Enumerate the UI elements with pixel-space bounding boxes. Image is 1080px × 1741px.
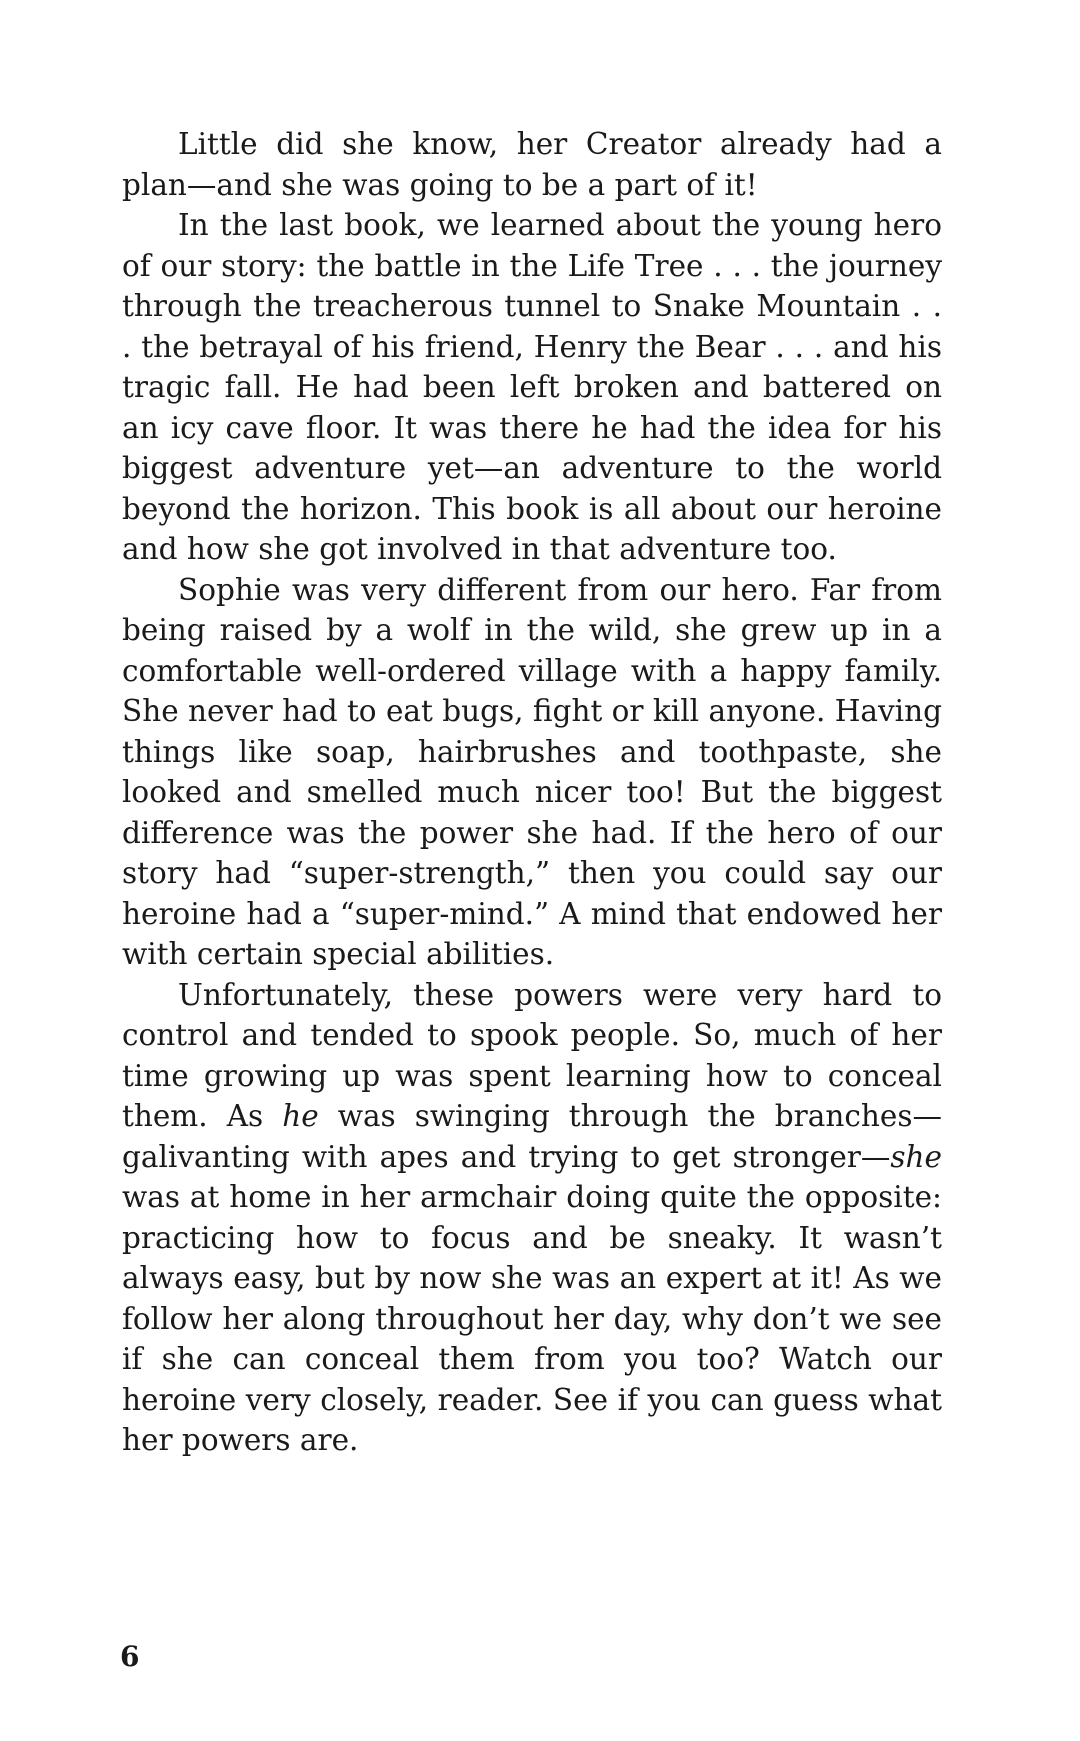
body-text [122,124,942,1461]
paragraph-3: Sophie was very different from our hero. Far from being raised by a wolf in the wild, she grew up in a comfortable well-ordered village with a happy family. She never had to eat bugs, fight or kill anyone. Having things like soap, hairbrushes and toothpaste, she looked and smelled much nicer too! But the biggest difference was the power she had. If the hero of our story had “super-strength,” then you could say our heroine had a “super-mind.” A mind that endowed her with certain special abilities. [122,572,942,971]
paragraph-4 [122,975,942,1461]
paragraph-4-part-1: Unfortunately, these powers were very hard to control and tended to spook people. So, much of her time growing up was spent learning how to conceal them. As [122,977,942,1133]
paragraph-1: Little did she know, her Creator already had a plan—and she was going to be a part of it! [122,127,942,202]
paragraph-4-emphasis-he: he [282,1099,319,1133]
paragraph-4-part-3: was at home in her armchair doing quite the opposite: practicing how to focus and be sneaky. It wasn’t always easy, but by now she was an expert at it! As we follow her along throughout her day, why don’t we see if she can conceal them from you too? Watch our heroine very closely, reader. See if you can guess what her powers are. [122,1180,942,1457]
paragraph-2: In the last book, we learned about the young hero of our story: the battle in the Life Tree . . . the journey through the treacherous tunnel to Snake Mountain . . . the betrayal of his friend, Henry the Bear . . . and his tragic fall. He had been left broken and battered on an icy cave floor. It was there he had the idea for his biggest adventure yet—an adventure to the world beyond the horizon. This book is all about our heroine and how she got involved in that adventure too. [122,208,942,566]
paragraph-4-part-2: was swinging through the branches—galivanting with apes and trying to get stronger— [122,1099,942,1174]
page-number: 6 [120,1640,140,1673]
paragraph-4-emphasis-she: she [890,1139,942,1174]
